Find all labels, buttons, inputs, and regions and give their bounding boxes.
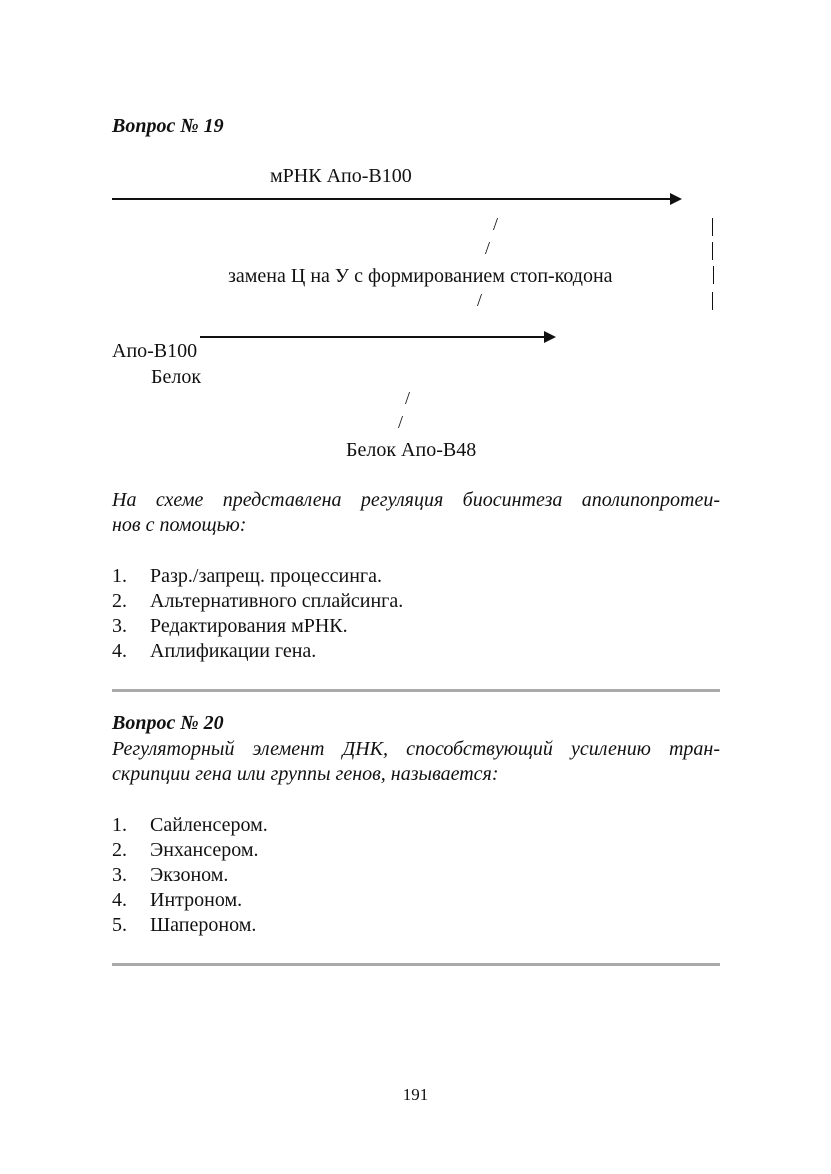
question-line: На схеме представлена регуляция биосинтеза аполипопротеи- [112,489,720,511]
apo-b48-label: Белок Апо-В48 [346,439,477,461]
mrna-arrow-line [112,198,672,200]
option-item[interactable]: 4. Аплификации гена. [112,640,317,662]
option-item[interactable]: 1. Сайленсером. [112,814,268,836]
mrna-arrowhead-icon [670,193,682,205]
option-item[interactable]: 4. Интроном. [112,889,243,911]
slash-mark: / [398,412,404,432]
question-19-text [112,488,720,538]
option-item[interactable]: 3. Редактирования мРНК. [112,615,348,637]
vertical-tick [712,218,713,236]
vertical-tick [712,242,713,260]
question-20-text [112,737,720,787]
mrna-apo-b100-label: мРНК Апо-В100 [270,165,412,187]
page-number: 191 [402,1085,429,1104]
option-item[interactable]: 3. Экзоном. [112,864,229,886]
section-divider [112,963,720,966]
option-item[interactable]: 1. Разр./запрещ. процессинга. [112,565,382,587]
option-item[interactable]: 5. Шапероном. [112,914,257,936]
question-line: скрипции гена или группы генов, называется: [112,763,499,785]
option-item[interactable]: 2. Альтернативного сплайсинга. [112,590,404,612]
slash-mark: / [477,290,483,310]
apo-b100-label: Апо-В100 [112,340,198,362]
slash-mark: / [405,388,411,408]
question-20-heading: Вопрос № 20 [112,712,224,734]
protein-arrowhead-icon [544,331,556,343]
slash-mark: / [485,238,491,258]
protein-arrow-line [200,336,546,338]
vertical-tick [712,292,713,310]
question-line: Регуляторный элемент ДНК, способствующий усилению тран- [112,738,720,760]
slash-mark: / [493,214,499,234]
protein-label: Белок [151,366,202,388]
question-line: нов с помощью: [112,514,247,536]
question-19-heading: Вопрос № 19 [112,115,224,137]
vertical-tick [713,266,714,284]
substitution-label: замена Ц на У с формированием стоп-кодона [228,265,613,287]
section-divider [112,689,720,692]
option-item[interactable]: 2. Энхансером. [112,839,259,861]
